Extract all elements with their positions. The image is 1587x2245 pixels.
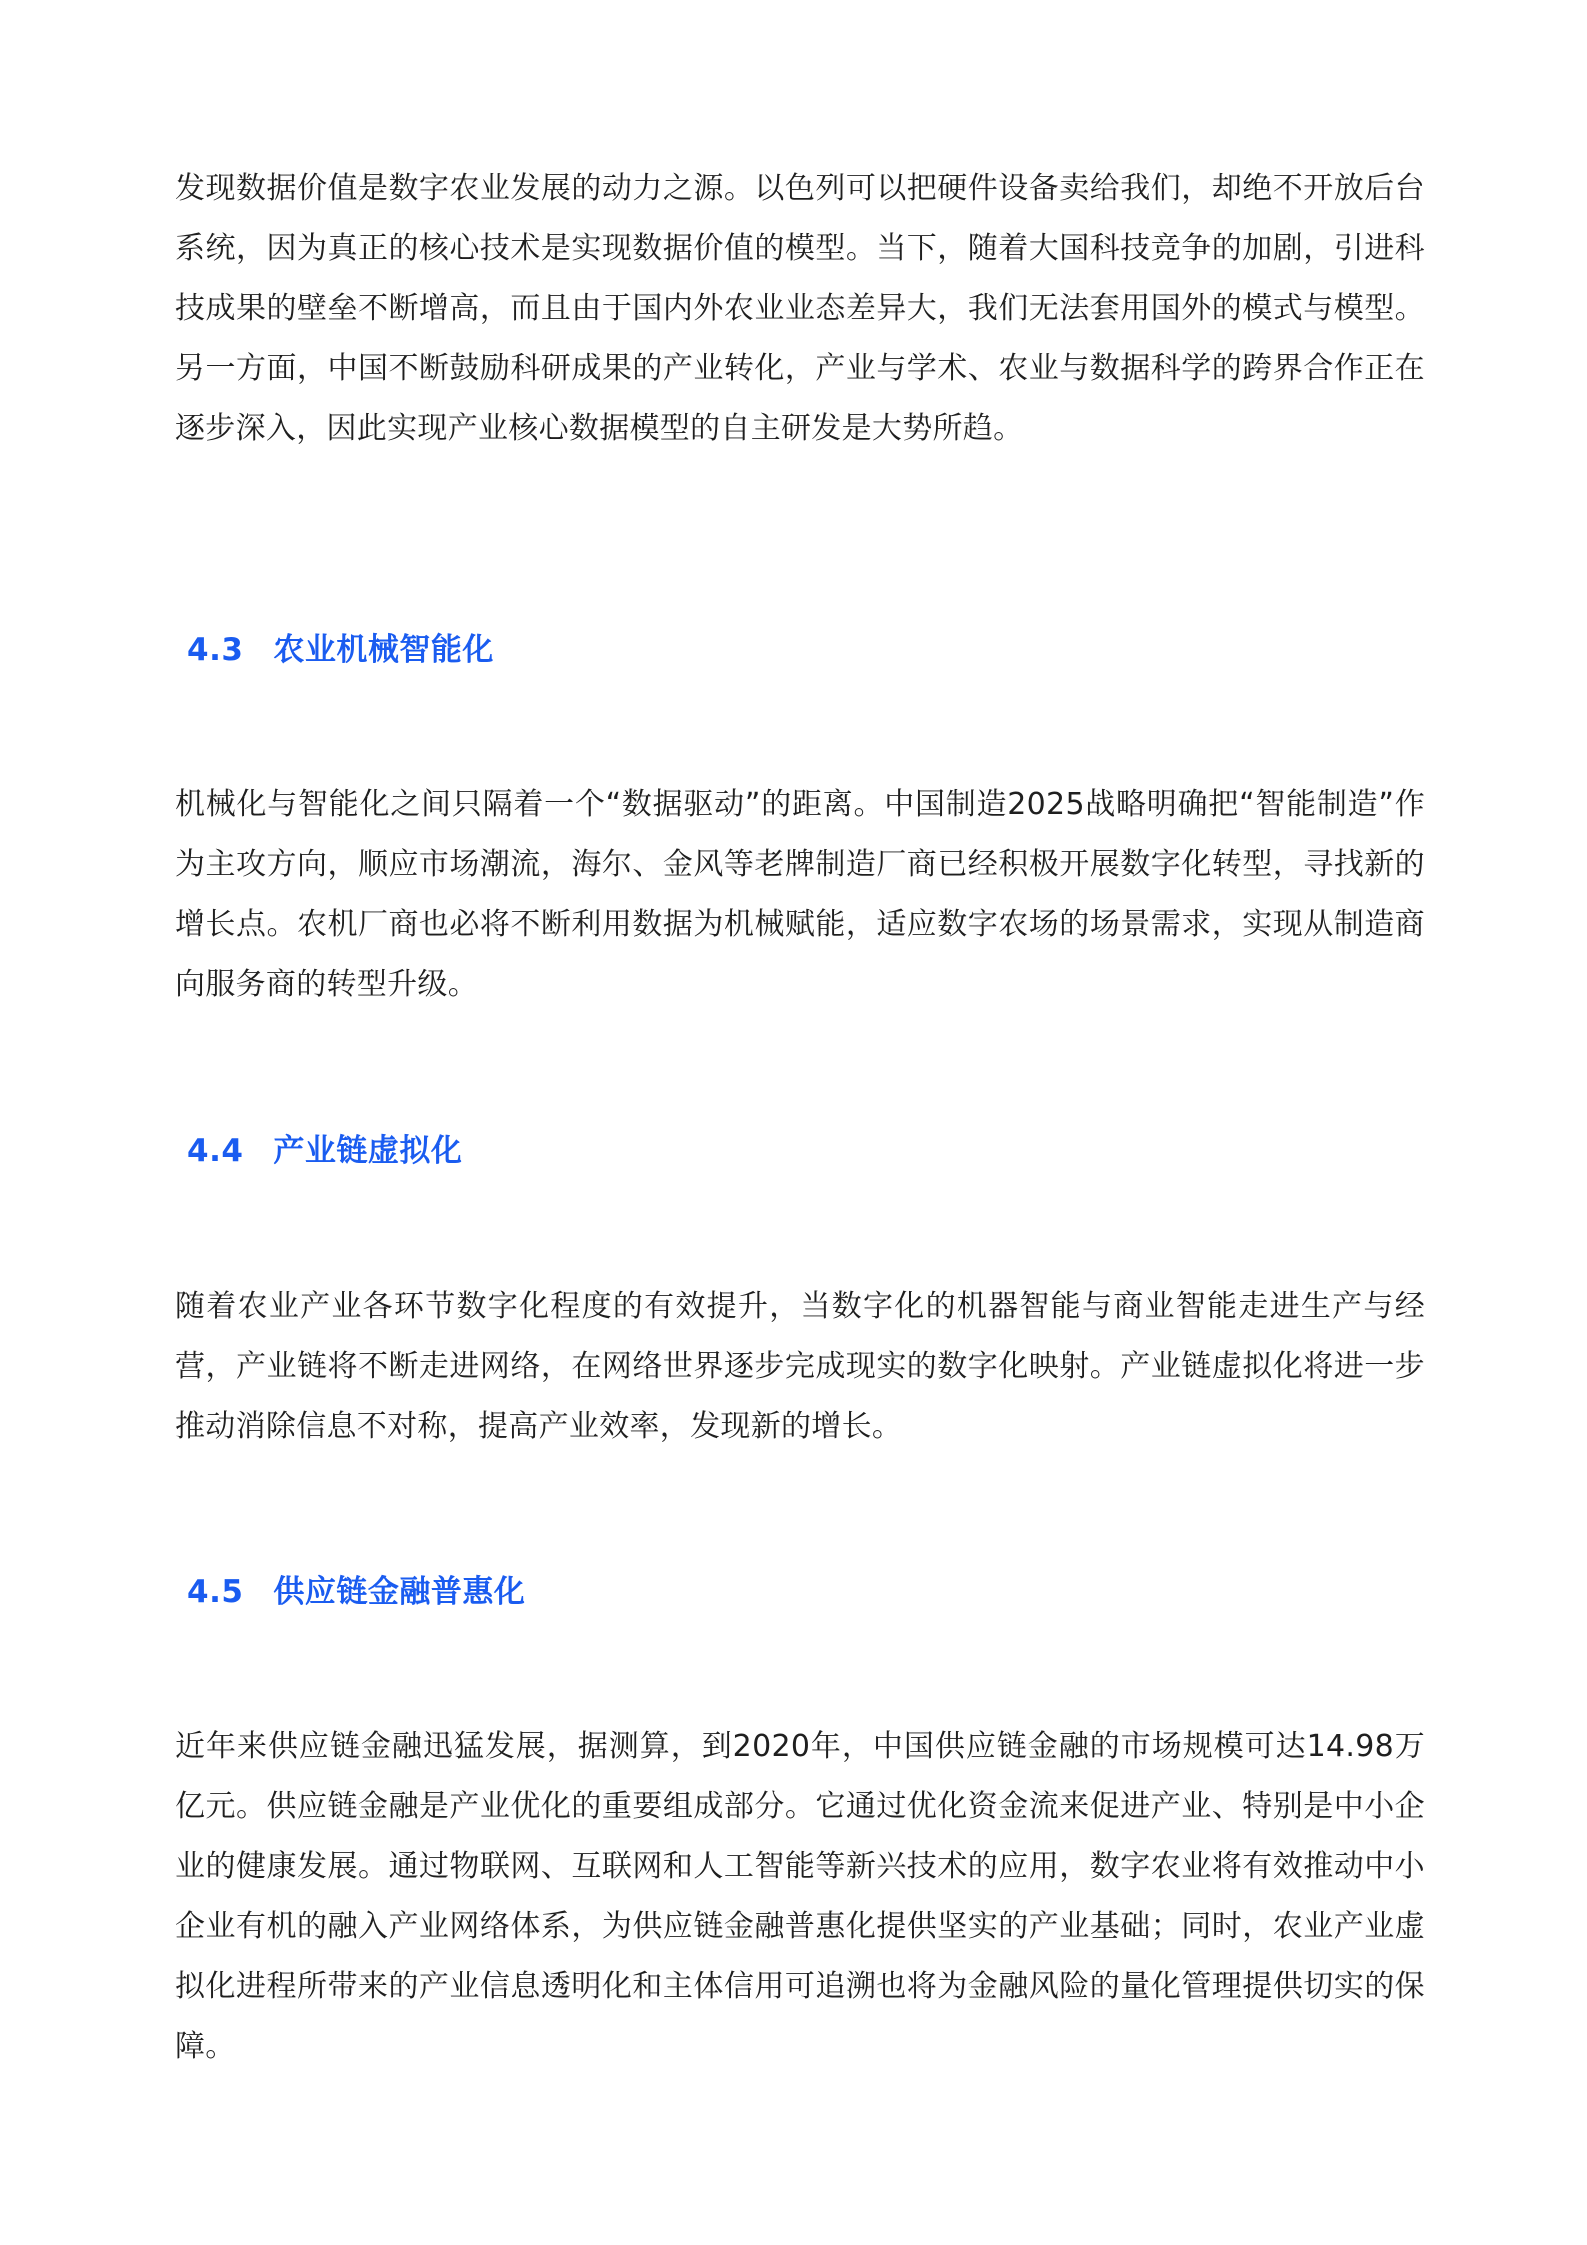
section-title: 供应链金融普惠化 bbox=[273, 1574, 526, 1610]
section-heading bbox=[187, 1131, 462, 1171]
body-paragraph: 发现数据价值是数字农业发展的动力之源。以色列可以把硬件设备卖给我们，却绝不开放后台系统，因为真正的核心技术是实现数据价值的模型。当下，随着大国科技竞争的加剧，引进科技成果的壁垒不断增高，而且由于国内外农业业态差异大，我们无法套用国外的模式与模型。另一方面，中国不断鼓励科研成果的产业转化，产业与学术、农业与数据科学的跨界合作正在逐步深入，因此实现产业核心数据模型的自主研发是大势所趋。 bbox=[175, 171, 1425, 446]
section-number: 4.3 bbox=[187, 632, 244, 668]
section-heading bbox=[187, 1572, 525, 1612]
body-paragraph: 近年来供应链金融迅猛发展，据测算，到2020年，中国供应链金融的市场规模可达14.98万亿元。供应链金融是产业优化的重要组成部分。它通过优化资金流来促进产业、特别是中小企业的健康发展。通过物联网、互联网和人工智能等新兴技术的应用，数字农业将有效推动中小企业有机的融入产业网络体系，为供应链金融普惠化提供坚实的产业基础；同时，农业产业虚拟化进程所带来的产业信息透明化和主体信用可追溯也将为金融风险的量化管理提供切实的保障。 bbox=[175, 1729, 1425, 2064]
section-number: 4.5 bbox=[187, 1574, 244, 1610]
section-title: 农业机械智能化 bbox=[273, 632, 494, 668]
body-paragraph: 随着农业产业各环节数字化程度的有效提升，当数字化的机器智能与商业智能走进生产与经营，产业链将不断走进网络，在网络世界逐步完成现实的数字化映射。产业链虚拟化将进一步推动消除信息不对称，提高产业效率，发现新的增长。 bbox=[175, 1289, 1425, 1444]
body-paragraph: 机械化与智能化之间只隔着一个“数据驱动”的距离。中国制造2025战略明确把“智能制造”作为主攻方向，顺应市场潮流，海尔、金风等老牌制造厂商已经积极开展数字化转型，寻找新的增长点。农机厂商也必将不断利用数据为机械赋能，适应数字农场的场景需求，实现从制造商向服务商的转型升级。 bbox=[175, 787, 1425, 1002]
section-heading bbox=[187, 630, 494, 670]
section-title: 产业链虚拟化 bbox=[273, 1133, 463, 1169]
section-number: 4.4 bbox=[187, 1133, 244, 1169]
